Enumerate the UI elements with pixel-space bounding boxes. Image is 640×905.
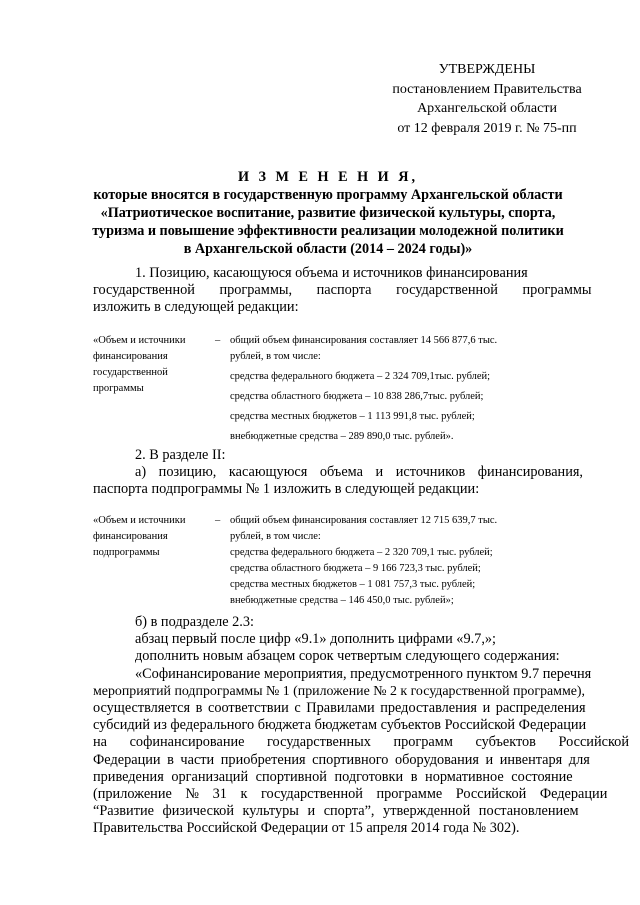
item-2-line-1: 2. В разделе II: xyxy=(135,447,226,463)
approved-region: Архангельской области xyxy=(417,101,557,116)
item-2b-line-12: “Развитие физической культуры и спорта”, утвержденной постановлением xyxy=(93,803,579,820)
table-1-label-2: финансирования xyxy=(93,351,168,362)
item-2b-line-1: б) в подразделе 2.3: xyxy=(135,614,254,630)
table-1-label xyxy=(93,333,221,397)
item-2b-line-4: «Софинансирование мероприятия, предусмотренного пунктом 9.7 перечня xyxy=(135,665,592,682)
approval-stamp xyxy=(372,60,602,138)
table-2-row-1: общий объем финансирования составляет 12 715 639,7 тыс. xyxy=(230,515,498,526)
item-2b-line-13: Правительства Российской Федерации от 15 апреля 2014 года № 302). xyxy=(93,820,520,837)
table-1-dash: – xyxy=(215,335,221,346)
item-2b-line-10: приведения организаций спортивной подготовки в нормативное состояние xyxy=(93,768,573,785)
table-1-row-1: общий объем финансирования составляет 14 566 877,6 тыс. xyxy=(230,335,498,346)
table-2-dash: – xyxy=(215,515,221,526)
table-1-label-1: «Объем и источники xyxy=(93,335,186,346)
item-1-line-1: 1. Позицию, касающуюся объема и источников финансирования xyxy=(135,265,528,281)
item-2b xyxy=(93,614,629,838)
table-1-values xyxy=(230,333,600,445)
table-2-label-1: «Объем и источники xyxy=(93,515,186,526)
table-1-row-5: средства местных бюджетов – 1 113 991,8 тыс. рублей; xyxy=(230,411,475,422)
title-heading: И З М Е Н Е Н И Я, xyxy=(237,169,419,185)
title-line-3: туризма и повышение эффективности реализации молодежной политики xyxy=(92,223,564,239)
table-2-row-4: средства областного бюджета – 9 166 723,3 тыс. рублей; xyxy=(230,563,481,574)
approved-date: от 12 февраля 2019 г. № 75-пп xyxy=(397,120,577,136)
item-2b-line-2: абзац первый после цифр «9.1» дополнить цифрами «9.7,»; xyxy=(135,631,497,648)
item-2-line-2: а) позицию, касающуюся объема и источников финансирования, xyxy=(135,464,584,480)
item-1-line-2: государственной программы, паспорта государственной программы xyxy=(93,282,592,298)
item-2-line-3: паспорта подпрограммы № 1 изложить в следующей редакции: xyxy=(93,481,480,497)
item-2b-line-11: (приложение № 31 к государственной программе Российской Федерации xyxy=(93,786,608,803)
table-1-row-3: средства федерального бюджета – 2 324 709,1тыс. рублей; xyxy=(230,371,491,382)
item-2b-line-7: субсидий из федерального бюджета бюджетам субъектов Российской Федерации xyxy=(93,717,587,734)
title-line-2: «Патриотическое воспитание, развитие физической культуры, спорта, xyxy=(100,205,556,221)
table-2-row-5: средства местных бюджетов – 1 081 757,3 тыс. рублей; xyxy=(230,579,476,590)
title-line-4: в Архангельской области (2014 – 2024 годы)» xyxy=(183,241,473,257)
table-1-row-6: внебюджетные средства – 289 890,0 тыс. рублей». xyxy=(230,431,454,442)
item-1-line-3: изложить в следующей редакции: xyxy=(93,299,299,315)
table-2-row-6: внебюджетные средства – 146 450,0 тыс. рублей»; xyxy=(230,595,454,606)
table-1-label-4: программы xyxy=(93,383,144,394)
document-title xyxy=(78,168,578,258)
table-1-row-4: средства областного бюджета – 10 838 286,7тыс. рублей; xyxy=(230,391,484,402)
table-2-label-2: финансирования xyxy=(93,531,168,542)
approved-by: постановлением Правительства xyxy=(392,81,582,97)
item-2 xyxy=(93,447,592,498)
table-2-row-3: средства федерального бюджета – 2 320 709,1 тыс. рублей; xyxy=(230,547,493,558)
item-2b-line-3: дополнить новым абзацем сорок четвертым следующего содержания: xyxy=(135,648,560,665)
item-2b-line-9: Федерации в части приобретения спортивного оборудования и инвентаря для xyxy=(93,751,590,768)
item-1 xyxy=(93,265,592,316)
table-1-row-2: рублей, в том числе: xyxy=(230,351,321,362)
table-2-row-2: рублей, в том числе: xyxy=(230,531,321,542)
title-line-1: которые вносятся в государственную программу Архангельской области xyxy=(93,187,563,203)
table-2-label xyxy=(93,513,221,561)
item-2b-line-6: осуществляется в соответствии с Правилами предоставления и распределения xyxy=(93,700,586,717)
table-2-values xyxy=(230,513,600,609)
item-2b-line-8: на софинансирование государственных программ субъектов Российской xyxy=(93,734,629,751)
table-1-label-3: государственной xyxy=(93,367,168,378)
approved-title: УТВЕРЖДЕНЫ xyxy=(438,62,536,77)
table-2-label-3: подпрограммы xyxy=(93,547,160,558)
item-2b-line-5: мероприятий подпрограммы № 1 (приложение № 2 к государственной программе), xyxy=(93,683,586,699)
